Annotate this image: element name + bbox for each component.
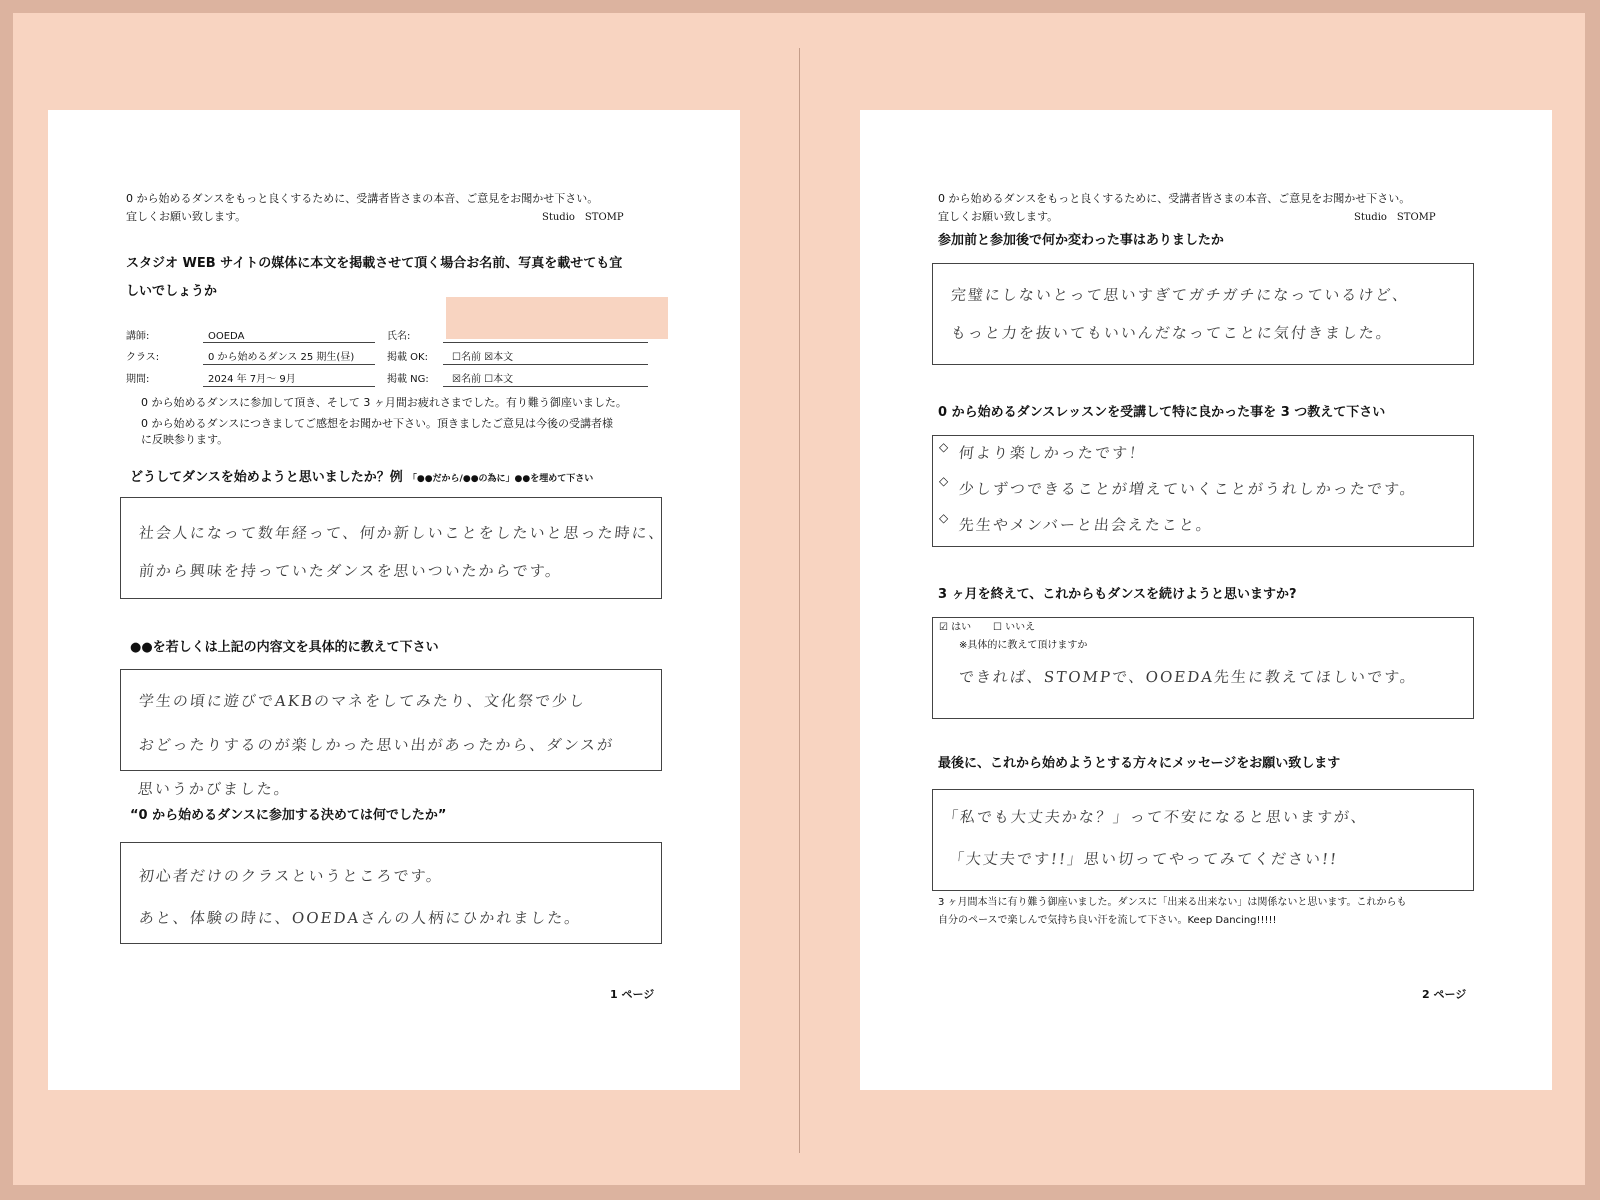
- survey-page-1: [48, 110, 740, 1090]
- intro-line-2: 宜しくお願い致します。: [126, 210, 247, 223]
- q4-answer-line-2: もっと力を抜いてもいいんだなってことに気付きました。: [950, 324, 1394, 342]
- class-underline: [203, 364, 375, 365]
- q5-answer-item-2: 少しずつできることが増えていくことがうれしかったです。: [958, 480, 1418, 498]
- q1-answer-line-2: 前から興味を持っていたダンスを思いついたからです。: [138, 562, 564, 580]
- intro-line-1: 0 から始めるダンスをもっと良くするために、受講者皆さまの本音、ご意見をお聞かせ下さい。: [938, 192, 1411, 205]
- center-divider: [799, 48, 800, 1153]
- instructor-label: 講師:: [126, 331, 150, 342]
- diamond-bullet-icon: ◇: [939, 511, 949, 525]
- q5-title: 0 から始めるダンスレッスンを受講して特に良かった事を 3 つ教えて下さい: [938, 405, 1386, 420]
- q1-title: どうしてダンスを始めようと思いましたか？例: [130, 470, 403, 485]
- q2-answer-line-2: おどったりするのが楽しかった思い出があったから、ダンスが: [138, 736, 616, 754]
- intro-line-2: 宜しくお願い致します。: [938, 210, 1059, 223]
- publish-ok-underline: [443, 364, 648, 365]
- q7-answer-box: [932, 789, 1474, 891]
- name-underline: [443, 342, 648, 343]
- publish-ok-value: ☐名前 ☒本文: [452, 352, 514, 363]
- diamond-bullet-icon: ◇: [939, 440, 949, 454]
- class-value: 0 から始めるダンス 25 期生(昼): [208, 352, 355, 363]
- q6-note: ※具体的に教えて頂けますか: [959, 640, 1088, 651]
- closing-line-2: 自分のペースで楽しんで気持ち良い汗を流して下さい。Keep Dancing!!!!!: [938, 915, 1277, 926]
- publish-ng-value: ☒名前 ☐本文: [452, 374, 514, 385]
- diamond-bullet-icon: ◇: [939, 474, 949, 488]
- web-question-line-2: しいでしょうか: [126, 284, 218, 299]
- q6-yes-option[interactable]: ☑ はい: [939, 622, 972, 633]
- intro-line-1: 0 から始めるダンスをもっと良くするために、受講者皆さまの本音、ご意見をお聞かせ下さい。: [126, 192, 599, 205]
- q3-title: “0 から始めるダンスに参加する決めては何でしたか”: [130, 808, 447, 823]
- period-value: 2024 年 7月～ 9月: [208, 374, 296, 385]
- q4-answer-line-1: 完璧にしないとって思いすぎてガチガチになっているけど、: [950, 286, 1411, 304]
- publish-ng-underline: [443, 386, 648, 387]
- period-underline: [203, 386, 375, 387]
- q5-answer-item-1: 何より楽しかったです！: [958, 444, 1147, 462]
- q1-hint: 「●●だから/●●の為に」●●を埋めて下さい: [407, 474, 594, 484]
- period-label: 期間:: [126, 374, 150, 385]
- q7-answer-line-2: 「大丈夫です!!」思い切ってやってみてください!!: [948, 850, 1340, 868]
- web-question-line-1: スタジオ WEB サイトの媒体に本文を掲載させて頂く場合お名前、写真を載せても宜: [126, 256, 623, 271]
- q6-answer: できれば、STOMPで、OOEDA先生に教えてほしいです。: [958, 668, 1418, 686]
- q1-answer-box: [120, 497, 667, 599]
- class-label: クラス:: [126, 352, 160, 363]
- q2-answer-line-1: 学生の頃に遊びでAKBのマネをしてみたり、文化祭で少し: [138, 692, 587, 710]
- instructor-underline: [203, 342, 375, 343]
- publish-ok-label: 掲載 OK:: [387, 352, 428, 363]
- q5-answer-box: [932, 435, 1474, 547]
- name-label: 氏名:: [387, 331, 411, 342]
- thanks-line-1: 0 から始めるダンスに参加して頂き、そして 3 ヶ月間お疲れさまでした。有り難う御座いました。: [141, 396, 627, 409]
- page-number-2: 2 ページ: [1422, 988, 1467, 1001]
- publish-ng-label: 掲載 NG:: [387, 374, 429, 385]
- q2-answer-box: [120, 669, 662, 771]
- page-number-1: 1 ページ: [610, 988, 655, 1001]
- thanks-line-2: 0 から始めるダンスにつきましてご感想をお聞かせ下さい。頂きましたご意見は今後の受講者様: [141, 417, 614, 430]
- studio-name: Studio STOMP: [1354, 212, 1436, 223]
- q3-answer-line-1: 初心者だけのクラスというところです。: [138, 867, 445, 885]
- q6-no-option[interactable]: ☐ いいえ: [993, 622, 1036, 633]
- q2-answer-line-3: 思いうかびました。: [137, 780, 292, 798]
- redacted-name-area: [446, 297, 668, 339]
- thanks-line-3: に反映参ります。: [141, 433, 229, 446]
- instructor-value: OOEDA: [208, 331, 245, 342]
- q4-answer-box: [932, 263, 1474, 365]
- q4-title: 参加前と参加後で何か変わった事はありましたか: [938, 233, 1224, 248]
- studio-name: Studio STOMP: [542, 212, 624, 223]
- q7-title: 最後に、これから始めようとする方々にメッセージをお願い致します: [938, 756, 1341, 771]
- q3-answer-box: [120, 842, 662, 944]
- q6-title: 3 ヶ月を終えて、これからもダンスを続けようと思いますか?: [938, 587, 1297, 602]
- q1-answer-line-1: 社会人になって数年経って、何か新しいことをしたいと思った時に、: [138, 524, 667, 542]
- q1-heading: [130, 466, 593, 487]
- q6-answer-box: [932, 617, 1474, 719]
- q2-title: ●●を若しくは上記の内容文を具体的に教えて下さい: [130, 640, 439, 655]
- q7-answer-line-1: 「私でも大丈夫かな？」って不安になると思いますが、: [942, 808, 1369, 826]
- survey-page-2: [860, 110, 1552, 1090]
- q5-answer-item-3: 先生やメンバーと出会えたこと。: [958, 516, 1214, 534]
- q3-answer-line-2: あと、体験の時に、OOEDAさんの人柄にひかれました。: [138, 909, 583, 927]
- closing-line-1: 3 ヶ月間本当に有り難う御座いました。ダンスに「出来る出来ない」は関係ないと思います。これからも: [938, 897, 1407, 908]
